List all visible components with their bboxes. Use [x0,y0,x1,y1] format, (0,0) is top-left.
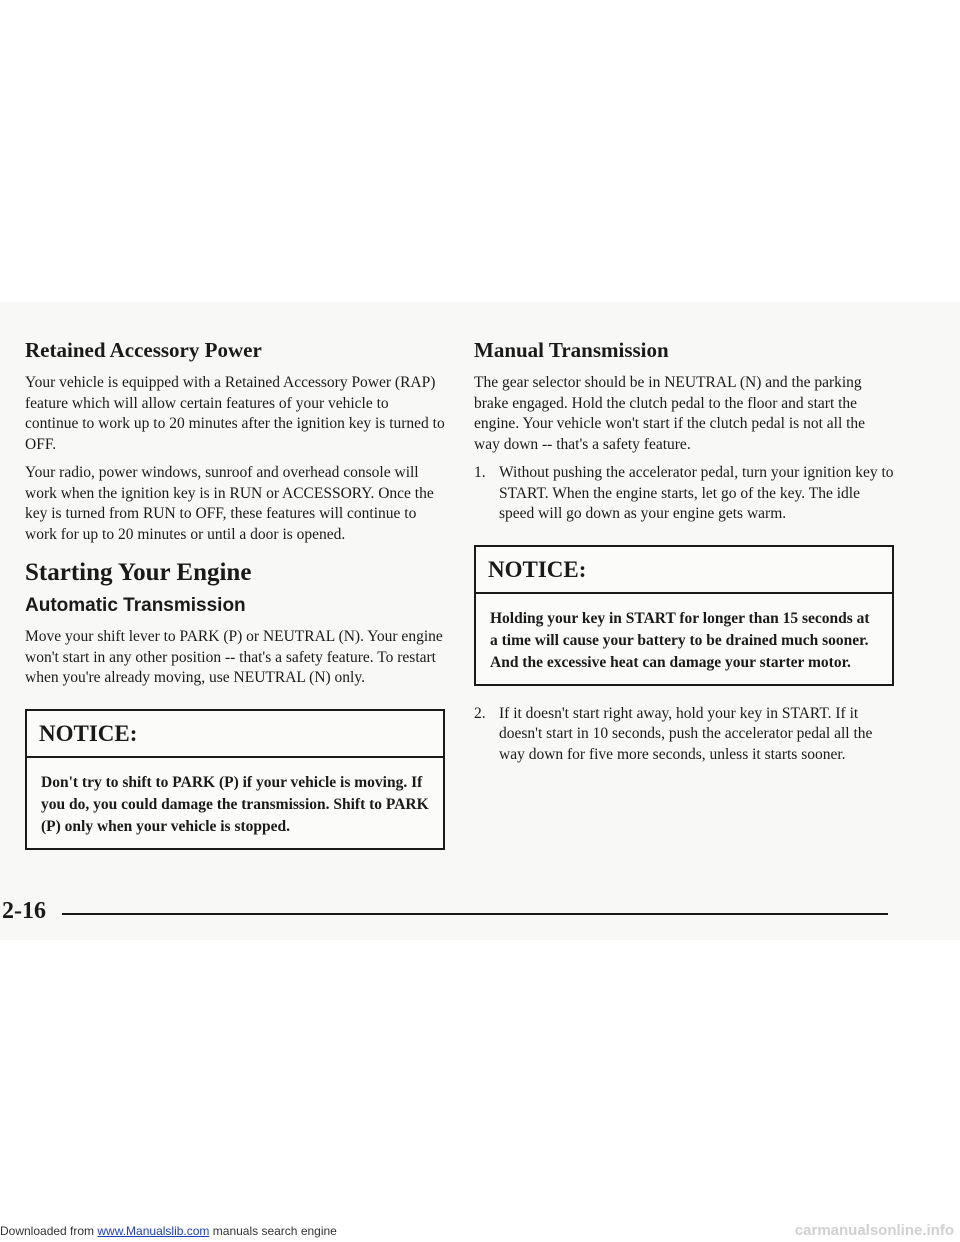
right-column [474,338,894,765]
watermark: carmanualsonline.info [794,1222,954,1239]
automatic-paragraph: Move your shift lever to PARK (P) or NEUTRAL (N). Your engine won't start in any other position -- that's a safety feature. To restart when you're already moving, use NEUTRAL (N) only. [25,628,443,686]
notice-box-starter [474,545,894,686]
step-number: 1. [474,464,486,481]
notice-title: NOTICE: [476,547,892,594]
starting-engine-heading: Starting Your Engine [25,559,252,586]
page-number: 2-16 [2,898,46,924]
left-column [25,338,445,850]
manual-transmission-heading: Manual Transmission [474,338,669,362]
notice-text: Holding your key in START for longer than 15 seconds at a time will cause your battery to be drained much sooner. And the excessive heat can damage your starter motor. [490,609,870,671]
rap-paragraph-2: Your radio, power windows, sunroof and overhead console will work when the ignition key is in RUN or ACCESSORY. Once the key is turned from RUN to OFF, these features will continue to work for up to 20 minutes or until a door is opened. [25,464,434,543]
footer-rule [62,913,888,915]
step-number: 2. [474,704,486,722]
step-text: Without pushing the accelerator pedal, turn your ignition key to START. When the engine starts, let go of the key. The idle speed will go down as your engine gets warm. [499,464,894,522]
manual-page [0,302,960,940]
step-text: If it doesn't start right away, hold your key in START. If it doesn't start in 10 seconds, push the accelerator pedal all the way down for five more seconds, unless it starts sooner. [499,704,873,763]
rap-paragraph-1: Your vehicle is equipped with a Retained Accessory Power (RAP) feature which will allow certain features of your vehicle to continue to work up to 20 minutes after the ignition key is turned to OFF. [25,374,445,453]
notice-text: Don't try to shift to PARK (P) if your vehicle is moving. If you do, you could damage the transmission. Shift to PARK (P) only when your vehicle is stopped. [41,773,429,835]
manualslib-link[interactable]: www.Manualslib.com [97,1224,210,1238]
steps-list-2 [474,704,894,766]
automatic-transmission-heading: Automatic Transmission [25,595,246,616]
steps-list-1 [474,463,894,525]
rap-heading: Retained Accessory Power [25,338,262,362]
notice-box-shift [25,709,445,850]
download-suffix: manuals search engine [209,1224,337,1238]
notice-title: NOTICE: [27,711,443,758]
page-footer [2,898,892,928]
step-item [474,704,894,766]
download-bar [0,1224,337,1238]
manual-paragraph: The gear selector should be in NEUTRAL (N) and the parking brake engaged. Hold the clutch pedal to the floor and start the engine. Your vehicle won't start if the clutch pedal is not all the way down -- that's a safety feature. [474,374,866,453]
download-prefix: Downloaded from [0,1224,98,1238]
step-item [474,463,894,525]
